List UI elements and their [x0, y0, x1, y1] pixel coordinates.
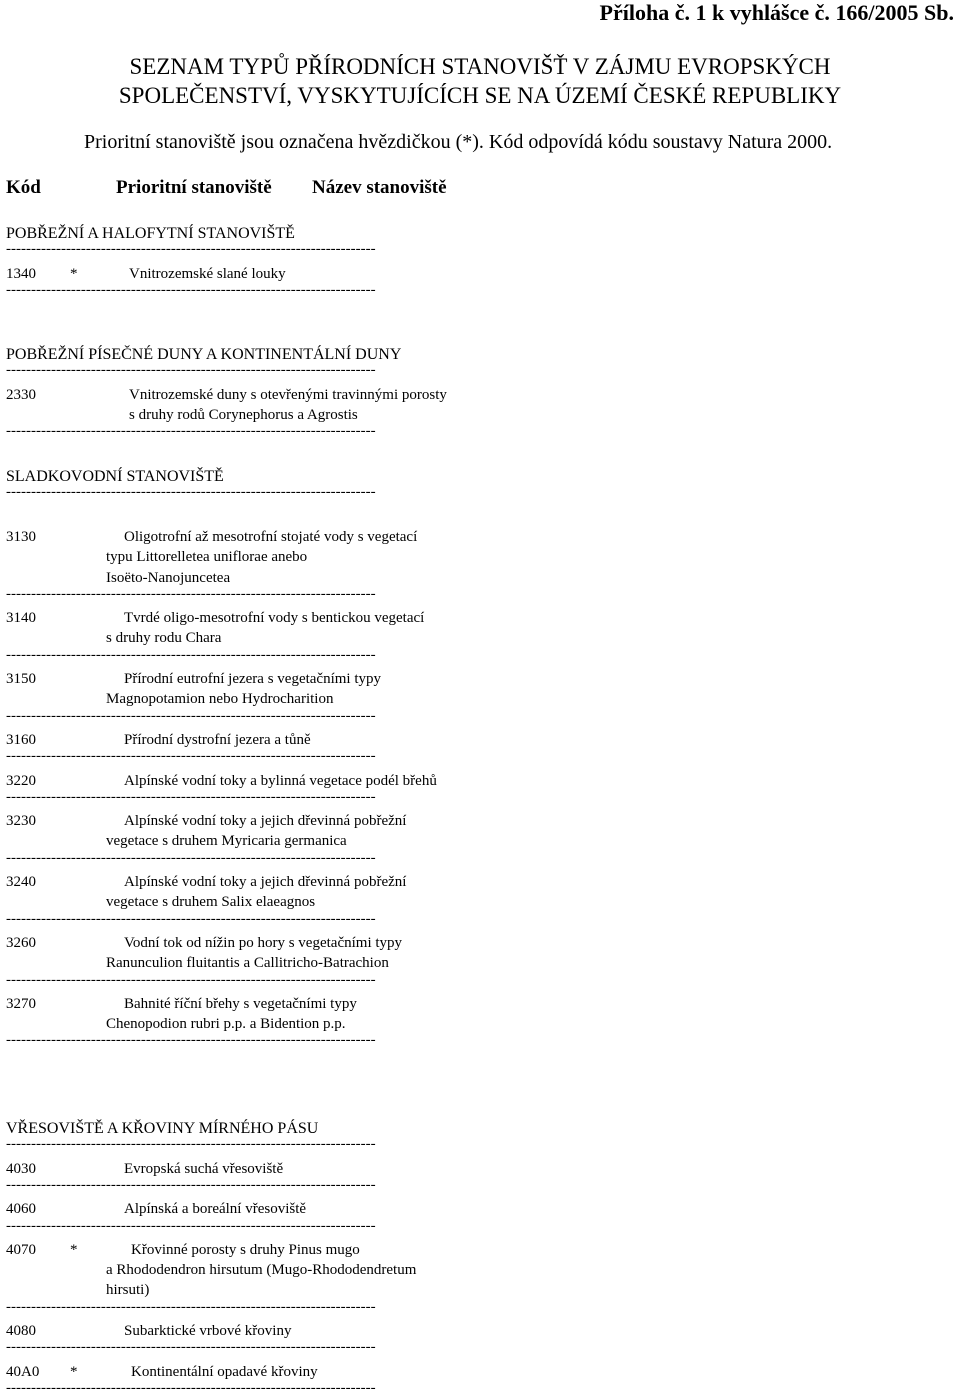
separator: --------------------------------------------------------------------------	[6, 1379, 376, 1396]
priority-note: Prioritní stanoviště jsou označena hvězdičkou (*). Kód odpovídá kódu soustavy Natura 2000.	[84, 131, 833, 153]
separator: --------------------------------------------------------------------------	[6, 362, 376, 379]
document-title-line-1: SEZNAM TYPŮ PŘÍRODNÍCH STANOVIŠŤ V ZÁJMU EVROPSKÝCH	[129, 54, 831, 79]
separator: --------------------------------------------------------------------------	[6, 788, 376, 805]
habitat-name-line: Isoëto-Nanojuncetea	[106, 569, 231, 586]
habitat-name-line: Magnopotamion nebo Hydrocharition	[106, 691, 334, 708]
priority-mark: *	[70, 265, 78, 282]
habitat-code: 3150	[6, 671, 36, 687]
separator: --------------------------------------------------------------------------	[6, 1217, 376, 1234]
separator: --------------------------------------------------------------------------	[6, 971, 376, 988]
habitat-code: 1340	[6, 265, 36, 282]
separator: --------------------------------------------------------------------------	[6, 1032, 376, 1049]
habitat-name-line: Vnitrozemské slané louky	[129, 265, 286, 282]
habitat-name-line: Přírodní dystrofní jezera a tůně	[124, 731, 311, 748]
column-header-name: Název stanoviště	[312, 177, 447, 198]
habitat-name-line: Alpínské vodní toky a jejich dřevinná pobřežní	[124, 813, 407, 830]
habitat-code: 2330	[6, 386, 36, 403]
habitat-name-line: Tvrdé oligo-mesotrofní vody s bentickou vegetací	[124, 610, 425, 627]
separator: --------------------------------------------------------------------------	[6, 707, 376, 724]
priority-mark: *	[70, 1363, 78, 1380]
separator: --------------------------------------------------------------------------	[6, 1339, 376, 1356]
habitat-name-line: vegetace s druhem Salix elaeagnos	[106, 894, 316, 911]
habitat-name-line: hirsuti)	[106, 1282, 150, 1299]
habitat-code: 3130	[6, 528, 36, 545]
section-heading: POBŘEŽNÍ PÍSEČNÉ DUNY A KONTINENTÁLNÍ DUNY	[6, 346, 402, 363]
habitat-code: 3260	[6, 934, 36, 951]
habitat-name-line: Vnitrozemské duny s otevřenými travinnými porosty	[129, 386, 447, 403]
habitat-code: 3230	[6, 813, 36, 830]
separator: --------------------------------------------------------------------------	[6, 1136, 376, 1153]
habitat-name-line: s druhy rodu Chara	[106, 630, 222, 647]
annex-reference: Příloha č. 1 k vyhlášce č. 166/2005 Sb.	[599, 0, 954, 25]
habitat-name-line: Alpínská a boreální vřesoviště	[124, 1201, 307, 1218]
section-heading: VŘESOVIŠTĚ A KŘOVINY MÍRNÉHO PÁSU	[6, 1120, 319, 1137]
separator: --------------------------------------------------------------------------	[6, 241, 376, 258]
habitat-name-line: Chenopodion rubri p.p. a Bidention p.p.	[106, 1016, 346, 1033]
habitat-name-line: Bahnité říční břehy s vegetačními typy	[124, 995, 357, 1012]
priority-mark: *	[70, 1241, 78, 1258]
habitat-name-line: Kontinentální opadavé křoviny	[131, 1363, 318, 1380]
separator: --------------------------------------------------------------------------	[6, 910, 376, 927]
section-heading: SLADKOVODNÍ STANOVIŠTĚ	[6, 468, 224, 485]
habitat-name-line: Křovinné porosty s druhy Pinus mugo	[131, 1241, 360, 1258]
separator: --------------------------------------------------------------------------	[6, 849, 376, 866]
separator: --------------------------------------------------------------------------	[6, 646, 376, 663]
column-header-priority: Prioritní stanoviště	[116, 177, 272, 198]
separator: --------------------------------------------------------------------------	[6, 423, 376, 440]
document-title-line-2: SPOLEČENSTVÍ, VYSKYTUJÍCÍCH SE NA ÚZEMÍ ČESKÉ REPUBLIKY	[118, 83, 842, 108]
habitat-code: 3270	[6, 995, 36, 1012]
habitat-name-line: Ranunculion fluitantis a Callitricho-Batrachion	[106, 955, 389, 972]
habitat-name-line: Vodní tok od nížin po hory s vegetačními typy	[124, 934, 403, 951]
habitat-code: 3220	[6, 772, 36, 789]
habitat-name-line: Subarktické vrbové křoviny	[124, 1323, 292, 1339]
separator: --------------------------------------------------------------------------	[6, 1176, 376, 1193]
habitat-code: 4080	[6, 1323, 36, 1339]
habitat-code: 4060	[6, 1201, 36, 1218]
habitat-name-line: Oligotrofní až mesotrofní stojaté vody s vegetací	[124, 528, 418, 545]
habitat-code: 3140	[6, 610, 36, 627]
separator: --------------------------------------------------------------------------	[6, 1298, 376, 1315]
section-heading: POBŘEŽNÍ A HALOFYTNÍ STANOVIŠTĚ	[6, 225, 295, 242]
habitat-name-line: Přírodní eutrofní jezera s vegetačními typy	[124, 671, 381, 687]
habitat-name-line: typu Littorelletea uniflorae anebo	[106, 549, 308, 566]
separator: --------------------------------------------------------------------------	[6, 484, 376, 501]
habitat-code: 3240	[6, 874, 36, 890]
separator: --------------------------------------------------------------------------	[6, 748, 376, 765]
habitat-name-line: Evropská suchá vřesoviště	[124, 1160, 284, 1177]
habitat-name-line: vegetace s druhem Myricaria germanica	[106, 833, 347, 850]
habitat-code: 4030	[6, 1160, 36, 1177]
column-header-code: Kód	[6, 177, 41, 198]
separator: --------------------------------------------------------------------------	[6, 585, 376, 602]
habitat-name-line: Alpínské vodní toky a bylinná vegetace podél břehů	[124, 772, 437, 789]
habitat-name-line: Alpínské vodní toky a jejich dřevinná pobřežní	[124, 874, 407, 890]
habitat-name-line: a Rhododendron hirsutum (Mugo-Rhododendretum	[106, 1262, 417, 1279]
habitat-name-line: s druhy rodů Corynephorus a Agrostis	[129, 406, 358, 423]
habitat-code: 3160	[6, 731, 36, 748]
habitat-code: 40A0	[6, 1363, 40, 1380]
separator: --------------------------------------------------------------------------	[6, 281, 376, 298]
habitat-code: 4070	[6, 1241, 36, 1258]
